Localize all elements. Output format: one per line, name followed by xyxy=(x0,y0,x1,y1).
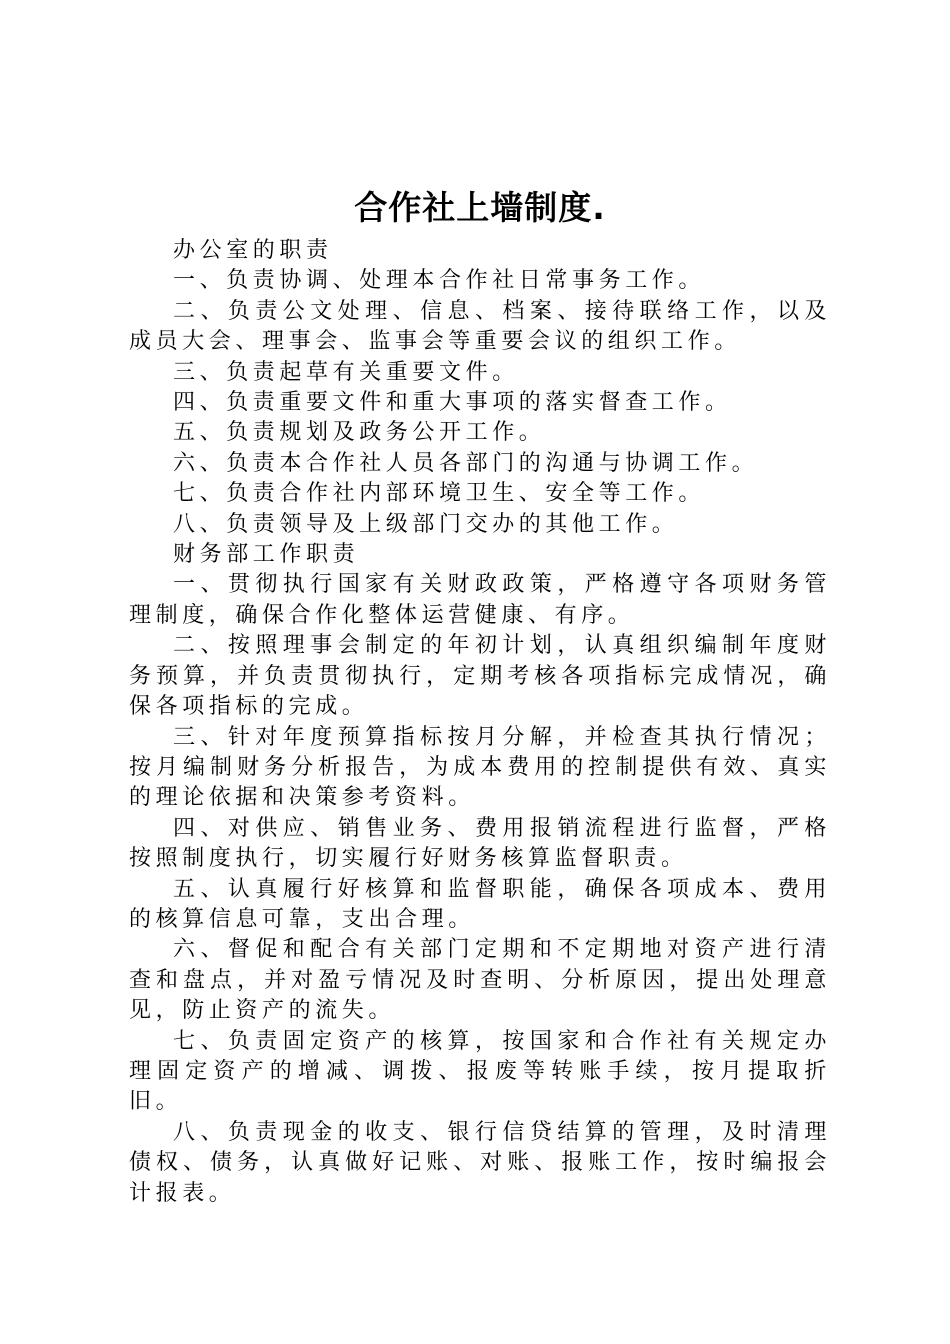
section-heading-finance: 财务部工作职责 xyxy=(173,542,360,568)
document-title: 合作社上墙制度. xyxy=(354,188,606,227)
paragraph: 一、贯彻执行国家有关财政政策，严格遵守各项财务管理制度，确保合作化整体运营健康、有序。 xyxy=(129,572,831,628)
paragraph: 八、负责领导及上级部门交办的其他工作。 xyxy=(173,511,679,537)
paragraph: 六、督促和配合有关部门定期和不定期地对资产进行清查和盘点，并对盈亏情况及时查明、分析原因，提出处理意见，防止资产的流失。 xyxy=(129,937,831,1024)
paragraph: 六、负责本合作社人员各部门的沟通与协调工作。 xyxy=(173,450,759,476)
paragraph: 八、负责现金的收支、银行信贷结算的管理，及时清理债权、债务，认真做好记账、对账、报账工作，按时编报会计报表。 xyxy=(129,1119,831,1206)
paragraph: 五、认真履行好核算和监督职能，确保各项成本、费用的核算信息可靠，支出合理。 xyxy=(129,876,831,932)
paragraph: 七、负责合作社内部环境卫生、安全等工作。 xyxy=(173,481,706,507)
paragraph: 三、针对年度预算指标按月分解，并检查其执行情况；按月编制财务分析报告，为成本费用的控制提供有效、真实的理论依据和决策参考资料。 xyxy=(129,724,831,811)
paragraph: 二、负责公文处理、信息、档案、接待联络工作，以及成员大会、理事会、监事会等重要会议的组织工作。 xyxy=(129,298,831,355)
paragraph: 四、负责重要文件和重大事项的落实督查工作。 xyxy=(173,390,732,416)
paragraph: 四、对供应、销售业务、费用报销流程进行监督，严格按照制度执行，切实履行好财务核算监督职责。 xyxy=(129,815,831,872)
paragraph: 五、负责规划及政务公开工作。 xyxy=(173,420,546,446)
paragraph: 一、负责协调、处理本合作社日常事务工作。 xyxy=(173,268,706,294)
paragraph: 二、按照理事会制定的年初计划，认真组织编制年度财务预算，并负责贯彻执行，定期考核各项指标完成情况，确保各项指标的完成。 xyxy=(129,633,831,720)
section-heading-office: 办公室的职责 xyxy=(173,238,333,263)
document-page xyxy=(129,186,831,1209)
paragraph: 七、负责固定资产的核算，按国家和合作社有关规定办理固定资产的增减、调拨、报废等转账手续，按月提取折旧。 xyxy=(129,1028,831,1115)
paragraph: 三、负责起草有关重要文件。 xyxy=(173,359,519,385)
